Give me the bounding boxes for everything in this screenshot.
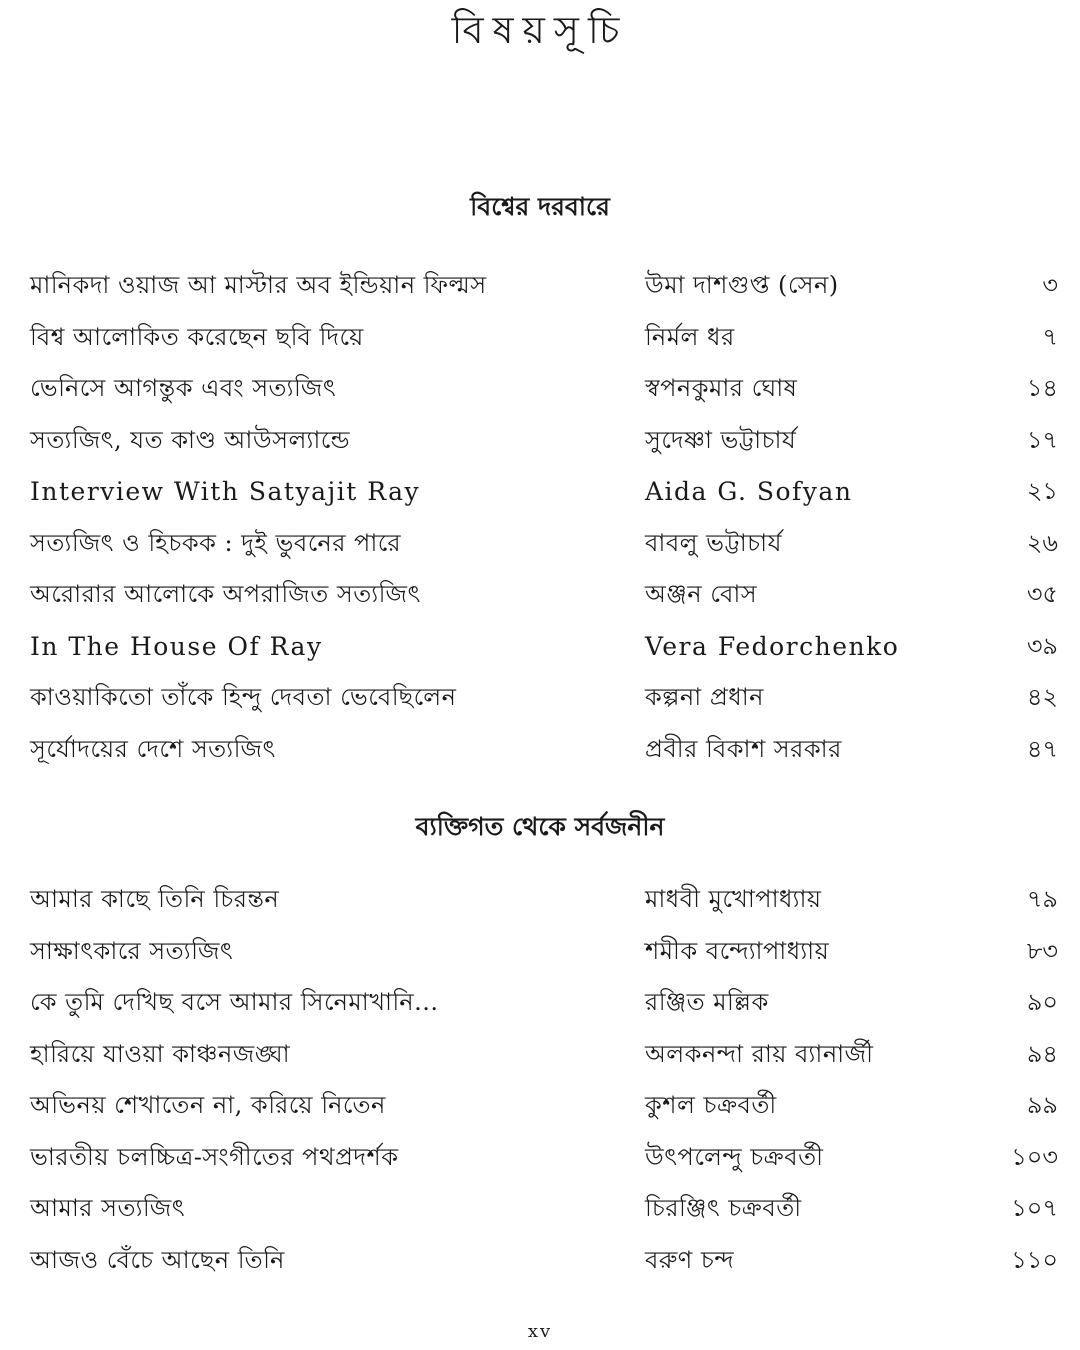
entry-author: মাধবী মুখোপাধ্যায় bbox=[645, 885, 822, 913]
entry-page: ১১০ bbox=[1011, 1245, 1058, 1274]
entry-author: স্বপনকুমার ঘোষ bbox=[645, 374, 798, 402]
entry-page: ৯৪ bbox=[1026, 1039, 1058, 1068]
entry-title: অরোরার আলোকে অপরাজিত সত্যজিৎ bbox=[30, 580, 421, 608]
page-title: বিষয়সূচি bbox=[451, 8, 629, 52]
toc-entry[interactable] bbox=[30, 1080, 1058, 1132]
toc-entry[interactable] bbox=[30, 724, 1058, 776]
entry-author: কল্পনা প্রধান bbox=[645, 683, 764, 711]
toc-entry[interactable] bbox=[30, 312, 1058, 364]
entry-author: বাবলু ভট্টাচার্য bbox=[645, 528, 782, 557]
entry-title: সাক্ষাৎকারে সত্যজিৎ bbox=[30, 936, 234, 965]
entry-title: ভারতীয় চলচ্চিত্র-সংগীতের পথপ্রদর্শক bbox=[30, 1142, 399, 1171]
entry-author: বরুণ চন্দ bbox=[645, 1245, 735, 1274]
entry-title: In The House Of Ray bbox=[30, 631, 323, 661]
entry-title: সত্যজিৎ, যত কাণ্ড আউসল্যান্ডে bbox=[30, 425, 351, 454]
entry-author: উমা দাশগুপ্ত (সেন) bbox=[645, 271, 839, 299]
entry-title: Interview With Satyajit Ray bbox=[30, 477, 421, 506]
toc-entry[interactable] bbox=[30, 926, 1058, 978]
toc-entry[interactable] bbox=[30, 569, 1058, 621]
toc-entry[interactable] bbox=[30, 621, 1058, 673]
entry-title: কে তুমি দেখিছ বসে আমার সিনেমাখানি... bbox=[30, 988, 439, 1016]
entry-title: আমার কাছে তিনি চিরন্তন bbox=[30, 885, 280, 913]
entry-author: শমীক বন্দ্যোপাধ্যায় bbox=[645, 936, 830, 965]
toc-entry[interactable] bbox=[30, 260, 1058, 312]
page-number-folio: xv bbox=[527, 1321, 553, 1342]
entry-author: রঞ্জিত মল্লিক bbox=[645, 988, 769, 1016]
entry-page: ৩৫ bbox=[1026, 580, 1058, 608]
entry-title: আজও বেঁচে আছেন তিনি bbox=[30, 1245, 285, 1274]
entry-title: অভিনয় শেখাতেন না, করিয়ে নিতেন bbox=[30, 1091, 386, 1119]
entry-author: নির্মল ধর bbox=[645, 322, 735, 351]
entry-title: সত্যজিৎ ও হিচকক : দুই ভুবনের পারে bbox=[30, 528, 402, 557]
entry-page: ৪৭ bbox=[1026, 734, 1058, 763]
entry-page: ১০৭ bbox=[1011, 1194, 1058, 1222]
entry-author: অঞ্জন বোস bbox=[645, 580, 758, 608]
entry-page: ১৪ bbox=[1026, 374, 1058, 402]
entry-page: ২১ bbox=[1026, 477, 1058, 505]
toc-entry[interactable] bbox=[30, 1029, 1058, 1081]
entry-page: ১৭ bbox=[1026, 425, 1058, 454]
entry-author: Vera Fedorchenko bbox=[645, 631, 900, 661]
entry-title: বিশ্ব আলোকিত করেছেন ছবি দিয়ে bbox=[30, 322, 364, 351]
entry-title: ভেনিসে আগন্তুক এবং সত্যজিৎ bbox=[30, 374, 337, 402]
entry-author: অলকনন্দা রায় ব্যানার্জী bbox=[645, 1039, 874, 1068]
entry-title: আমার সত্যজিৎ bbox=[30, 1194, 186, 1222]
entry-page: ৮৩ bbox=[1026, 936, 1058, 965]
toc-entry[interactable] bbox=[30, 415, 1058, 467]
entry-page: ১০৩ bbox=[1011, 1142, 1058, 1171]
entry-page: ২৬ bbox=[1026, 528, 1058, 557]
entry-author: সুদেষ্ণা ভট্টাচার্য bbox=[645, 425, 797, 454]
entry-author: চিরঞ্জিৎ চক্রবর্তী bbox=[645, 1194, 802, 1222]
entry-page: ৯০ bbox=[1026, 988, 1058, 1016]
entry-page: ৩ bbox=[1042, 271, 1058, 299]
entry-page: ৪২ bbox=[1026, 683, 1058, 711]
entry-author: Aida G. Sofyan bbox=[645, 477, 853, 506]
entry-page: ৭ bbox=[1042, 322, 1058, 351]
entry-title: সূর্যোদয়ের দেশে সত্যজিৎ bbox=[30, 734, 276, 763]
section-heading: ব্যক্তিগত থেকে সর্বজনীন bbox=[415, 812, 665, 841]
toc-entry[interactable] bbox=[30, 1183, 1058, 1235]
entry-author: প্রবীর বিকাশ সরকার bbox=[645, 734, 842, 763]
toc-list bbox=[30, 874, 1058, 1286]
toc-entry[interactable] bbox=[30, 363, 1058, 415]
entry-page: ৯৯ bbox=[1026, 1091, 1058, 1119]
toc-entry[interactable] bbox=[30, 977, 1058, 1029]
toc-entry[interactable] bbox=[30, 466, 1058, 518]
entry-author: কুশল চক্রবর্তী bbox=[645, 1091, 777, 1119]
entry-title: কাওয়াকিতো তাঁকে হিন্দু দেবতা ভেবেছিলেন bbox=[30, 683, 457, 711]
toc-entry[interactable] bbox=[30, 1132, 1058, 1184]
section-heading: বিশ্বের দরবারে bbox=[470, 192, 610, 221]
entry-page: ৩৯ bbox=[1026, 631, 1058, 660]
toc-entry[interactable] bbox=[30, 1235, 1058, 1287]
toc-entry[interactable] bbox=[30, 672, 1058, 724]
toc-entry[interactable] bbox=[30, 874, 1058, 926]
toc-entry[interactable] bbox=[30, 518, 1058, 570]
entry-page: ৭৯ bbox=[1026, 885, 1058, 913]
entry-title: হারিয়ে যাওয়া কাঞ্চনজঙ্ঘা bbox=[30, 1039, 291, 1068]
entry-title: মানিকদা ওয়াজ আ মাস্টার অব ইন্ডিয়ান ফিল্মস bbox=[30, 271, 487, 299]
toc-list bbox=[30, 260, 1058, 775]
entry-author: উৎপলেন্দু চক্রবর্তী bbox=[645, 1142, 824, 1171]
